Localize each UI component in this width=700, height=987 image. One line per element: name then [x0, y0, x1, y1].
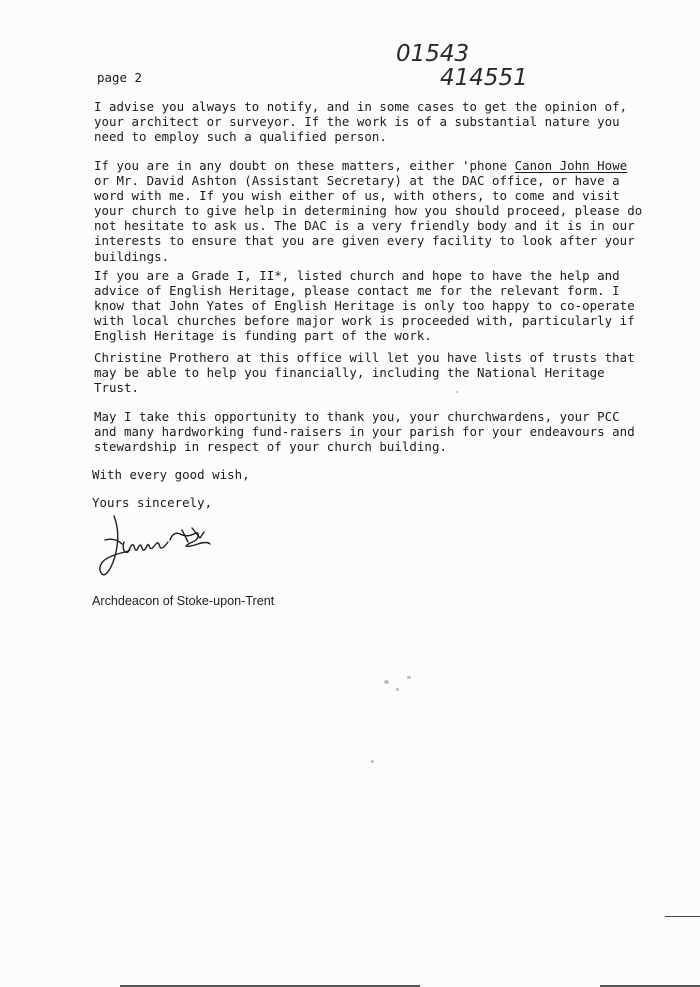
page-number: page 2	[97, 70, 143, 85]
canon-john-howe-underlined: Canon John Howe	[514, 158, 628, 173]
valediction: Yours sincerely,	[92, 495, 213, 510]
paragraph-thanks: May I take this opportunity to thank you, your churchwardens, your PCC and many hardworking fund-raisers in your parish for your endeavours and stewardship in respect of your church building.	[94, 409, 635, 455]
paragraph-dac-contacts	[94, 158, 642, 264]
paragraph-english-heritage: If you are a Grade I, II*, listed church and hope to have the help and advice of English Heritage, please contact me for the relevant form. I know that John Yates of English Heritage is only too happy to co-operate with local churches before major work is proceeded with, particularly if English Heritage is funding part of the work.	[94, 268, 635, 344]
handwritten-ref-line2: 414551	[440, 65, 528, 90]
paper-speck	[407, 676, 411, 679]
closing-wish: With every good wish,	[92, 467, 250, 482]
paragraph-dac-contacts-start: If you are in any doubt on these matters, either 'phone	[94, 158, 515, 173]
paper-speck	[456, 391, 458, 393]
paragraph-dac-contacts-rest: or Mr. David Ashton (Assistant Secretary) at the DAC office, or have a word with me. If you wish either of us, with others, to come and visit your church to give help in determining how you should proceed, please do not hesitate to ask us. The DAC is a very friendly body and it is in our interests to ensure that you are given every facility to look after your buildings.	[94, 173, 643, 264]
handwritten-signature	[92, 512, 217, 584]
handwritten-ref-line1: 01543	[396, 41, 470, 67]
paragraph-architect-advice: I advise you always to notify, and in some cases to get the opinion of, your architect or surveyor. If the work is of a substantial nature you need to employ such a qualified person.	[94, 99, 628, 145]
paragraph-trusts: Christine Prothero at this office will let you have lists of trusts that may be able to help you financially, including the National Heritage Trust.	[94, 350, 635, 396]
paper-speck	[371, 760, 374, 763]
signer-title: Archdeacon of Stoke-upon-Trent	[92, 594, 275, 608]
scan-edge-mark	[665, 916, 700, 917]
handwritten-phone-number	[392, 36, 542, 90]
paper-speck	[396, 688, 399, 691]
paper-speck	[384, 680, 389, 684]
